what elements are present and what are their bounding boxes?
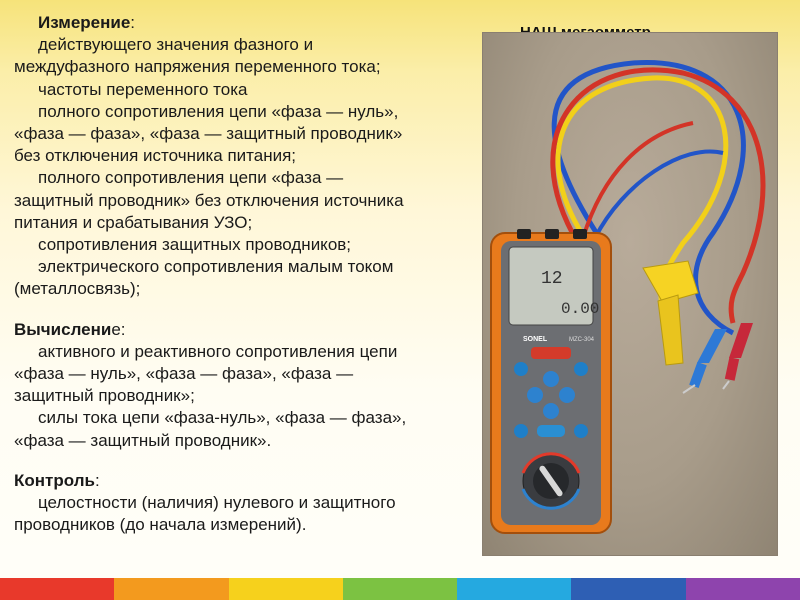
button-right[interactable] <box>559 387 575 403</box>
blue-probe <box>689 362 707 388</box>
button-left-bottom[interactable] <box>514 424 528 438</box>
measurement-item-line: питания и срабатывания УЗО; <box>14 212 253 232</box>
button-right-top[interactable] <box>574 362 588 376</box>
control-list <box>14 492 476 536</box>
control-heading: Контроль: <box>14 470 100 490</box>
megohmmeter-illustration <box>483 33 777 555</box>
calculation-item-line: силы тока цепи «фаза-нуль», «фаза — фаза», <box>38 408 407 428</box>
stripe-segment <box>571 578 685 600</box>
device-model: MZC-304 <box>569 337 595 343</box>
stripe-segment <box>229 578 343 600</box>
stripe-segment <box>457 578 571 600</box>
calculation-item-line: защитный проводник»; <box>14 386 195 406</box>
measurement-item-line: сопротивления защитных проводников; <box>38 235 352 255</box>
stripe-segment <box>343 578 457 600</box>
button-left-top[interactable] <box>514 362 528 376</box>
calculation-heading: Вычисление: <box>14 319 126 339</box>
button-up[interactable] <box>543 371 559 387</box>
button-left[interactable] <box>527 387 543 403</box>
measurement-item-line: действующего значения фазного и <box>38 35 314 55</box>
measurement-list <box>14 34 476 300</box>
measurement-item-line: «фаза — фаза», «фаза — защитный проводник» <box>14 124 403 144</box>
measurement-item-line: без отключения источника питания; <box>14 146 297 166</box>
enter-button[interactable] <box>537 425 565 437</box>
screen-line1: 12 <box>541 269 563 289</box>
screen-line2: 0.00 <box>561 300 600 318</box>
measurement-item-line: полного сопротивления цепи «фаза — нуль», <box>38 101 399 121</box>
rainbow-stripe <box>0 578 800 600</box>
stripe-segment <box>686 578 800 600</box>
measurement-item-line: защитный проводник» без отключения источника <box>14 190 404 210</box>
measurement-item-line: (металлосвязь); <box>14 279 141 299</box>
control-item-line: целостности (наличия) нулевого и защитного <box>38 493 396 513</box>
megohmmeter-photo <box>482 32 778 556</box>
measurement-item-line: междуфазного напряжения переменного тока; <box>14 57 381 77</box>
calculation-list <box>14 341 476 452</box>
measurement-item-line: полного сопротивления цепи «фаза — <box>38 168 344 188</box>
stripe-segment <box>0 578 114 600</box>
yellow-clip <box>643 261 698 303</box>
calculation-item-line: «фаза — нуль», «фаза — фаза», «фаза — <box>14 364 354 384</box>
measurement-item-line: электрического сопротивления малым током <box>38 257 394 277</box>
red-probe <box>725 357 739 381</box>
calculation-item-line: активного и реактивного сопротивления цепи <box>38 341 398 361</box>
stripe-segment <box>114 578 228 600</box>
measurement-item-line: частоты переменного тока <box>38 79 248 99</box>
measurement-heading: Измерение: <box>38 13 136 32</box>
device-brand: SONEL <box>523 336 548 343</box>
start-button[interactable] <box>531 347 571 359</box>
button-down[interactable] <box>543 403 559 419</box>
calculation-item-line: «фаза — защитный проводник». <box>14 430 272 450</box>
control-item-line: проводников (до начала измерений). <box>14 515 307 535</box>
slide-text <box>14 12 476 536</box>
button-right-bottom[interactable] <box>574 424 588 438</box>
